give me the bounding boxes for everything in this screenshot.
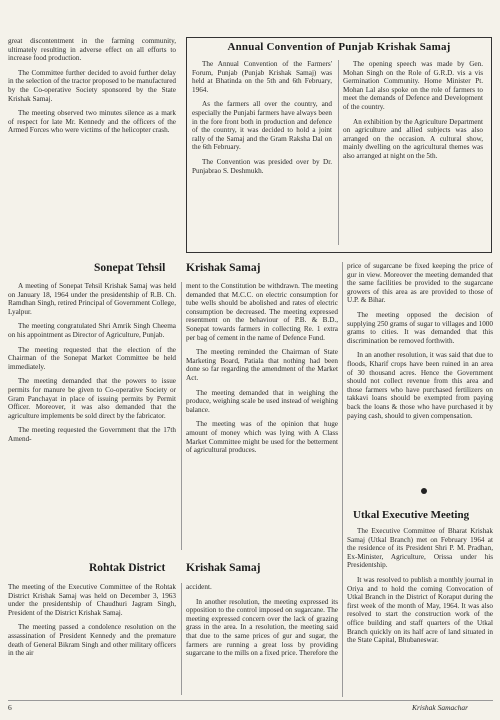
paragraph: In an another resolution, it was said that due to floods, Kharif crops have been ruined in an area of 30 thousand acres. Hence the Government should not collect revenue from this area and those farmers who have purchased fertilizers on takkavi loans should be exempted from paying back the loans & those who have purchased it by paying cash, should to given compensation. [347, 351, 493, 420]
paragraph: In another resolution, the meeting expressed its opposition to the control imposed on sugarcane. The meeting expressed concern over the lack of grazing grass in the area. In a resolution, the meeting said that due to the same prices of gur and sugar, the farmers are running a great loss by providing sugarcane to the mills on a fixed price. Therefore the [186, 597, 338, 658]
paragraph: The meeting requested that the election of the Chairman of the Sonepat Market Committee be held immediately. [8, 345, 176, 371]
rohtak-col-2 [186, 583, 338, 664]
paragraph: The Committee further decided to avoid further delay in the selection of the tractor proposed to be manufactured by the Co-operative Society sponsored by the State Krishak Samaj. [8, 68, 176, 103]
paragraph: The meeting congratulated Shri Amrik Singh Cheema on his appointment as Director of Agriculture, Punjab. [8, 322, 176, 339]
paragraph: The meeting of the Executive Committee of the Rohtak District Krishak Samaj was held on December 3, 1963 under the presidentship of Chaudhuri Jagram Singh, President of the District Krishak Samaj. [8, 583, 176, 617]
paragraph: The Annual Convention of the Farmers' Forum, Punjab (Punjab Krishak Samaj) was held at Bhatinda on the 5th and 6th February, 1964. [192, 60, 332, 94]
column-divider [342, 262, 343, 697]
rohtak-heading-right: Krishak Samaj [186, 562, 261, 574]
sonepat-heading-right: Krishak Samaj [186, 262, 261, 274]
sonepat-col-1 [8, 282, 176, 450]
column-divider [338, 60, 339, 245]
paragraph: accident. [186, 583, 212, 591]
paragraph: It was resolved to publish a monthly journal in Oriya and to hold the coming Convocation of Utkal Branch in the District of Koraput during the first week of the month of May, 1964. It was also resolved to start the construction work of the office building and staff quarters of the Utkal Branch quickly on its half acre of land situated in the State Capital, Bhubaneswar. [347, 575, 493, 645]
annual-convention-title: Annual Convention of Punjab Krishak Samaj [227, 41, 451, 53]
paragraph: The meeting requested the Government that the 17th Amend- [8, 426, 176, 443]
sonepat-col-2 [186, 282, 338, 461]
sonepat-heading-left: Sonepat Tehsil [94, 262, 166, 274]
paragraph: The meeting demanded that the powers to issue permits for manure be given to Co-operative Society or Gram Panchayat in place of issuing permits by Permit Officer. Moreover, it was also demanded that the agriculture implements be sold direct by the fabricator. [8, 377, 176, 420]
paragraph: The meeting passed a condolence resolution on the assassination of President Kennedy and the premature death of General Bikram Singh and other military officers in the air [8, 623, 176, 658]
rohtak-col-1 [8, 583, 176, 664]
column-divider [181, 282, 182, 550]
paragraph: The meeting reminded the Chairman of State Marketing Board, Patiala that nothing had been done so far regarding the amendment of the Market Act. [186, 348, 338, 382]
paragraph: As the farmers all over the country, and especially the Punjabi farmers have always been in the fore front both in production and defence of the country, it was decided to hold a joint rally of the Samaj and the Gram Raksha Dal on the 6th February. [192, 100, 332, 152]
utkal-heading: Utkal Executive Meeting [353, 509, 470, 521]
paragraph: The Convention was presided over by Dr. Punjabrao S. Deshmukh. [192, 157, 332, 175]
page-number: 6 [8, 703, 12, 712]
paragraph: The opening speech was made by Gen. Mohan Singh on the Role of G.R.D. vis a vis Germination Community. Home Minister Pt. Mohan Lal also spoke on the role of farmers to meet the demands of Defence and Development of the country. [343, 60, 483, 111]
right-column [347, 262, 493, 426]
annual-convention-col-2 [343, 60, 483, 167]
utkal-column [347, 527, 493, 651]
column-divider [181, 583, 182, 695]
paragraph: The Executive Committee of Bharat Krishak Samaj (Utkal Branch) met on February 1964 at the residence of its President Shri P. M. Pradhan, Ex-Minister, Agriculture, Orissa under his Presidentship. [347, 527, 493, 570]
paragraph: ment to the Constitution be withdrawn. The meeting demanded that M.C.C. on electric consumption for tube wells should be abolished and rates of electric consumption be decreased. The meeting expressed resentment on the behaviour of P.B. & B.D., Sonepat towards farmers in collecting Re. 1 extra per bag of cement in the name of Defence Fund. [186, 282, 338, 342]
paragraph: The meeting was of the opinion that huge amount of money which was lying with A Class Market Committee might be used for the betterment of agricultural produces. [186, 420, 338, 455]
paragraph: A meeting of Sonepat Tehsil Krishak Samaj was held on January 18, 1964 under the presidentship of R.B. Ch. Ramdhan Singh, retired Principal of Government College, Lyalpur. [8, 282, 176, 316]
paragraph: great discontentment in the farming community, ultimately resulting in adverse effect on all efforts to increase food production. [8, 37, 176, 63]
rohtak-heading-left: Rohtak District [89, 562, 166, 574]
annual-convention-col-1 [192, 60, 332, 181]
paragraph: An exhibition by the Agriculture Department on agriculture and allied subjects was also arranged on the occasion. A cultural show, mainly dwelling on the agricultural themes was also arranged at night on the 5th. [343, 117, 483, 160]
paragraph: The meeting observed two minutes silence as a mark of respect for late Mr. Kennedy and the officers of the Armed Forces who were victims of the helicopter crash. [8, 109, 176, 135]
section-separator-bullet [421, 488, 427, 494]
top-left-column [8, 37, 176, 141]
publication-name: Krishak Samachar [412, 703, 469, 712]
paragraph: price of sugarcane be fixed keeping the price of gur in view. Moreover the meeting demanded that the same facilities be provided to the sugarcane growers of this area as are provided to those of U.P. & Bihar. [347, 262, 493, 305]
paragraph: The meeting opposed the decision of supplying 250 grams of sugar to villages and 1000 grams to cities. It was demanded that this discrimination be removed forthwith. [347, 310, 493, 345]
paragraph: The meeting demanded that in weighing the produce, weighing scale be used instead of weighing balance. [186, 388, 338, 414]
footer-rule [8, 700, 493, 701]
